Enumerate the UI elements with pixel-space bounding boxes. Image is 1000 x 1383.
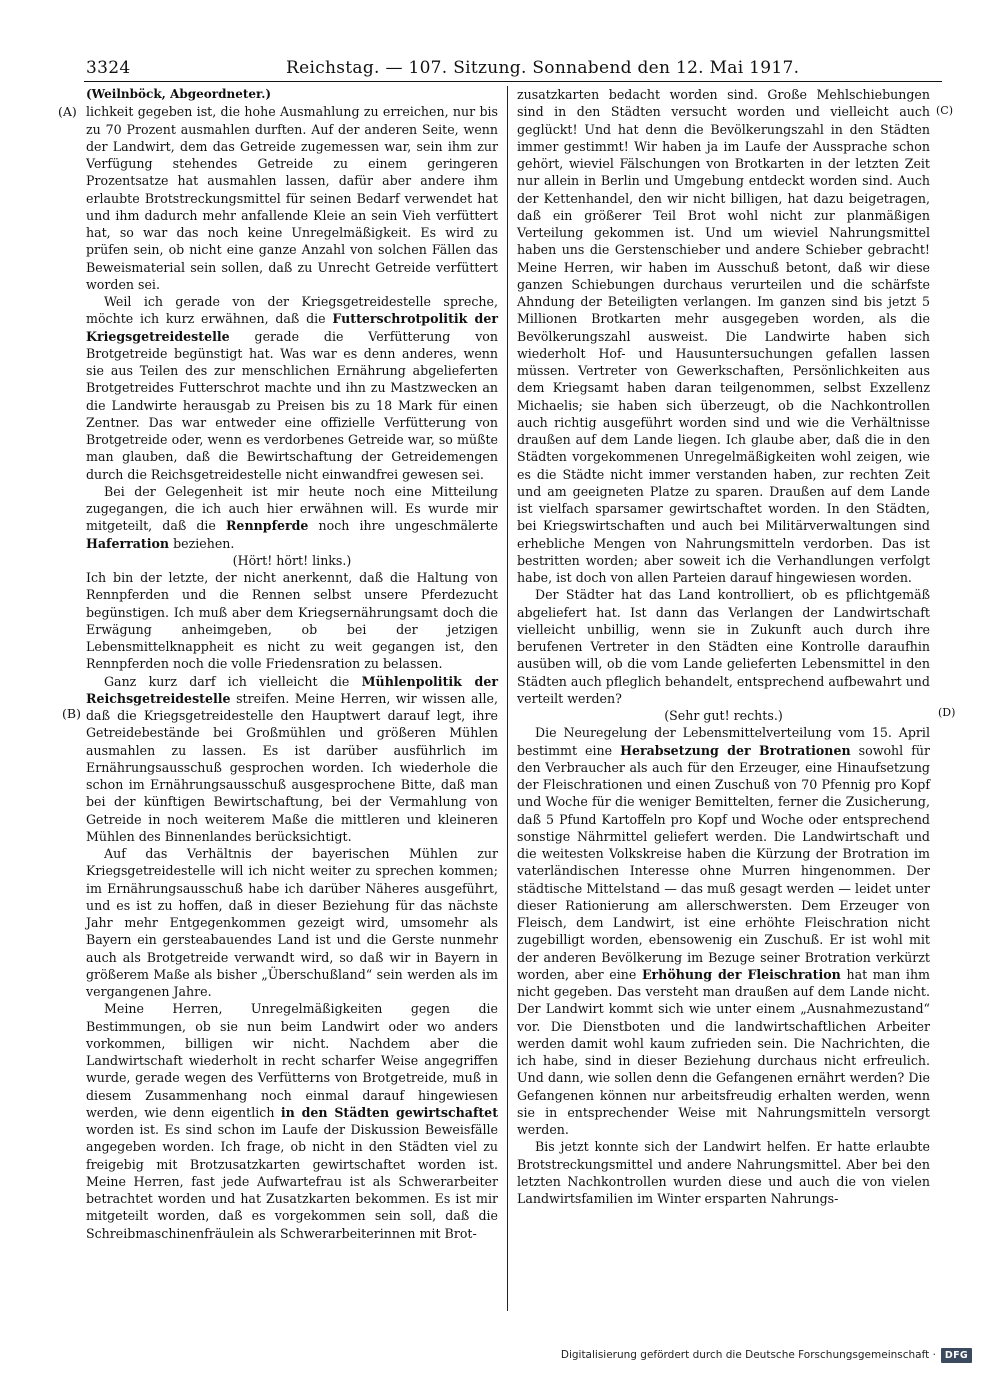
interjection: (Hört! hört! links.)	[232, 552, 352, 568]
paragraph: Die Neuregelung der Lebensmittelverteilung vom 15. April bestimmt eine Herabsetzung der Brotrationen sowohl für den Verbraucher als auch für den Erzeuger, eine Hinaufsetzung der Fleischrationen und einen Zuschuß von 70 Pfennig pro Kopf und Woche für die weniger Bemittelten, ferner die Zusicherung, daß 5 Pfund Kartoffeln pro Kopf und Woche oder entsprechend sonstige Nährmittel geliefert werden. Die Landwirtschaft und die weitesten Volkskreise haben die Kürzung der Brotration im vaterländischen Interesse ohne Murren hingenommen. Der städtische Mittelstand — das muß gesagt werden — leidet unter dieser Rationierung am allerschwersten. Dem Erzeuger von Fleisch, dem Landwirt, ist eine erhöhte Fleischration nicht zugebilligt worden, ebensowenig ein Zuschuß. Er ist wohl mit der anderen Bevölkerung im Bezuge seiner Brotration verkürzt worden, aber eine Erhöhung der Fleischration hat man ihm nicht gegeben. Das versteht man draußen auf dem Lande nicht. Der Landwirt kommt sich wie unter einem „Ausnahmezustand“ vor. Die Dienstboten und die landwirtschaftlichen Arbeiter werden damit wohl kaum zufrieden sein. Die Nachrichten, die ich habe, sind in dieser Beziehung durchaus nicht erfreulich. Und dann, wie sollen denn die Gefangenen ernährt werden? Die Gefangenen können nur arbeitsfreudig erhalten werden, wenn sie in entsprechender Weise mit Nahrungsmitteln versorgt werden.	[517, 725, 930, 1137]
header-rule	[84, 81, 942, 82]
emphasis: Mühlenpolitik der Reichsgetreidestelle	[86, 673, 498, 706]
paragraph: Weil ich gerade von der Kriegsgetreidestelle spreche, möchte ich kurz erwähnen, daß die Futterschrotpolitik der Kriegsgetreidestelle gerade die Verfütterung von Brotgetreide begünstigt hat. Was war es denn anderes, wenn sie aus Teilen des zur menschlichen Ernährung abgelieferten Brotgetreides Futterschrot machte und ihn zu Mastzwecken an die Landwirte herausgab zu Preisen bis zu 18 Mark für einen Zentner. Das war entweder eine offizielle Verfütterung von Brotgetreide oder, wenn es verdorbenes Getreide war, so müßte man glauben, daß die Bewirtschaftung der Getreidemengen durch die Reichsgetreidestelle nicht einwandfrei gewesen sei.	[86, 294, 498, 482]
paragraph: Ganz kurz darf ich vielleicht die Mühlenpolitik der Reichsgetreidestelle streifen. Meine Herren, wir wissen alle, daß die Kriegsgetreidestelle den Hauptwert darauf legt, ihre Getreidebestände bei Großmühlen und größeren Mühlen ausmahlen zu lassen. Es ist darüber ausführlich im Ernährungsausschuß gesprochen worden. Ich wiederhole die schon im Ernährungsausschuß ausgesprochene Bitte, daß man bei der künftigen Bewirtschaftung, bei der Vermahlung von Getreide in noch weiterem Maße die mittleren und kleineren Mühlen des Binnenlandes berücksichtigt.	[86, 673, 498, 844]
speaker-label: (Weilnböck, Abgeordneter.)	[86, 87, 272, 101]
paragraph: Bis jetzt konnte sich der Landwirt helfen. Er hatte erlaubte Brotstreckungsmittel und andere Nahrungsmittel. Aber bei den letzten Nachkontrollen wurden diese und auch die von vielen Landwirtsfamilien im Winter ersparten Nahrungs-	[517, 1139, 930, 1206]
left-column	[86, 86, 498, 1242]
margin-label-a: (A)	[58, 104, 77, 119]
emphasis: Haferration	[86, 535, 170, 551]
footer-text: Digitalisierung gefördert durch die Deutsche Forschungsgemeinschaft ·	[560, 1349, 936, 1361]
right-column	[517, 86, 930, 1207]
paragraph: zusatzkarten bedacht worden sind. Große Mehlschiebungen sind in den Städten versucht worden und vielleicht auch geglückt! Und hat denn die Bevölkerungszahl in den Städten immer gestimmt! Wir haben ja im Laufe der Aussprache schon gehört, wieviel Fälschungen von Brotkarten in der letzten Zeit nur allein in Berlin und Umgebung entdeckt worden sind. Auch der Kettenhandel, den wir nicht billigen, hat dazu beigetragen, daß ein größerer Teil Brot wohl nicht zur planmäßigen Verteilung gekommen ist. Und um wieviel Nahrungsmittel haben uns die Gerstenschieber und andere Schieber gebracht! Meine Herren, wir haben im Ausschuß betont, daß wir diese ganzen Schiebungen durchaus verurteilen und die schärfste Ahndung der Beteiligten verlangen. Im ganzen sind bis jetzt 5 Millionen Brotkarten mehr ausgegeben worden, als die Bevölkerungszahl ausweist. Die Landwirte haben sich wiederholt Hof- und Hausuntersuchungen gefallen lassen müssen. Vertreter von Gewerkschaften, Persönlichkeiten aus dem Kriegsamt haben daran teilgenommen, selbst Exzellenz Michaelis; sie haben sich überzeugt, ob die Nachkontrollen auch richtig ausgeführt worden sind und wie die Verhältnisse draußen auf dem Lande liegen. Ich glaube aber, daß die in den Städten vorgekommenen Unregelmäßigkeiten wohl zeigen, wie es die Städte nicht immer verstanden haben, zur rechten Zeit und am geeigneten Platze zu sparen. Draußen auf dem Lande ist vielfach sparsamer gewirtschaftet worden. In den Städten, bei Kriegswirtschaften und auch bei Militärverwaltungen sind erhebliche Mengen von Nahrungsmitteln verdorben. Das ist bestritten worden; aber soweit ich die Verhandlungen verfolgt habe, ist doch von allen Parteien darauf hingewiesen worden.	[517, 87, 930, 585]
interjection: (Sehr gut! rechts.)	[664, 708, 783, 723]
footer-credit	[561, 1344, 972, 1366]
margin-label-c: (C)	[936, 104, 953, 117]
margin-label-d: (D)	[938, 706, 956, 719]
margin-label-b: (B)	[62, 706, 81, 721]
emphasis: Futterschrotpolitik der Kriegsgetreidestelle	[86, 311, 498, 344]
paragraph: Ich bin der letzte, der nicht anerkennt, daß die Haltung von Rennpferden und die Rennen selbst unsere Pferdezucht begünstigen. Ich muß aber dem Kriegsernährungsamt doch die Erwägung anheimgeben, ob bei der jetzigen Lebensmittelknappheit es nicht zu weit gegangen ist, den Rennpferden noch die volle Friedensration zu belassen.	[86, 570, 498, 672]
emphasis: in den Städten gewirtschaftet	[280, 1104, 499, 1120]
paragraph: Bei der Gelegenheit ist mir heute noch eine Mitteilung zugegangen, die ich auch hier erwähnen will. Es wurde mir mitgeteilt, daß die Rennpferde noch ihre ungeschmälerte Haferration beziehen.	[86, 483, 499, 551]
emphasis: Erhöhung der Fleischration	[641, 966, 841, 982]
column-divider	[507, 86, 508, 1311]
dfg-logo-icon: DFG	[941, 1348, 972, 1363]
paragraph: Meine Herren, Unregelmäßigkeiten gegen die Bestimmungen, ob sie nun beim Landwirt oder wo anders vorkommen, billigen wir nicht. Nachdem aber die Landwirtschaft wiederholt in recht scharfer Weise angegriffen wurde, gerade wegen des Verfütterns von Brotgetreide, muß in diesem Zusammenhang noch einmal darauf hingewiesen werden, wie denn eigentlich in den Städten gewirtschaftet worden ist. Es sind schon im Laufe der Diskussion Beweisfälle angegeben worden. Ich frage, ob nicht in den Städten viel zu freigebig mit Brotzusatzkarten gewirtschaftet worden ist. Meine Herren, fast jede Aufwartefrau ist als Schwerarbeiter betrachtet worden und hat Zusatzkarten bekommen. Es ist mir mitgeteilt worden, daß es vorgekommen sein soll, daß die Schreibmaschinenfräulein als Schwerarbeiterinnen mit Brot-	[86, 1001, 499, 1241]
paragraph: Der Städter hat das Land kontrolliert, ob es pflichtgemäß abgeliefert hat. Ist dann das Verlangen der Landwirtschaft vielleicht unbillig, wenn sie in Zukunft auch durch ihre berufenen Vertreter in den Städten eine Kontrolle daraufhin ausüben will, ob die vom Lande gelieferten Lebensmittel in den Städten auch pfleglich behandelt, entsprechend aufbewahrt und verteilt werden?	[517, 587, 930, 706]
page-title: Reichstag. — 107. Sitzung. Sonnabend den 12. Mai 1917.	[286, 58, 800, 78]
emphasis: Rennpferde	[225, 518, 309, 534]
paragraph: lichkeit gegeben ist, die hohe Ausmahlung zu erreichen, nur bis zu 70 Prozent ausmahlen durften. Auf der anderen Seite, wenn der Landwirt, dem das Getreide zugemessen war, sein ihm zur Verfügung stehendes Getreide zu einem geringeren Prozentsatze hat ausmahlen lassen, dafür aber andere ihm erlaubte Brotstreckungsmittel für seinen Bedarf verwendet hat und ihm dadurch mehr anfallende Kleie an sein Vieh verfüttert hat, so war das noch keine Unregelmäßigkeit. Es wird zu prüfen sein, ob nicht eine ganze Anzahl von solchen Fällen das Beweismaterial sein sollen, daß zu Unrecht Getreide verfüttert worden sei.	[86, 104, 498, 292]
page-header	[86, 58, 942, 82]
emphasis: Herabsetzung der Brotrationen	[620, 742, 851, 758]
paragraph: Auf das Verhältnis der bayerischen Mühlen zur Kriegsgetreidestelle will ich nicht weiter zu sprechen kommen; im Ernährungsausschuß habe ich darüber Näheres ausgeführt, und es ist zu hoffen, daß in dieser Beziehung für das nächste Jahr mehr Entgegenkommen gezeigt wird, umsomehr als Bayern ein gersteabauendes Land ist und die Gerste nunmehr auch als Brotgetreide verwandt wird, so daß wir in Bayern in größerem Maße als bisher „Überschußland“ sein werden als im vergangenen Jahre.	[86, 846, 498, 999]
page-number: 3324	[86, 58, 131, 78]
